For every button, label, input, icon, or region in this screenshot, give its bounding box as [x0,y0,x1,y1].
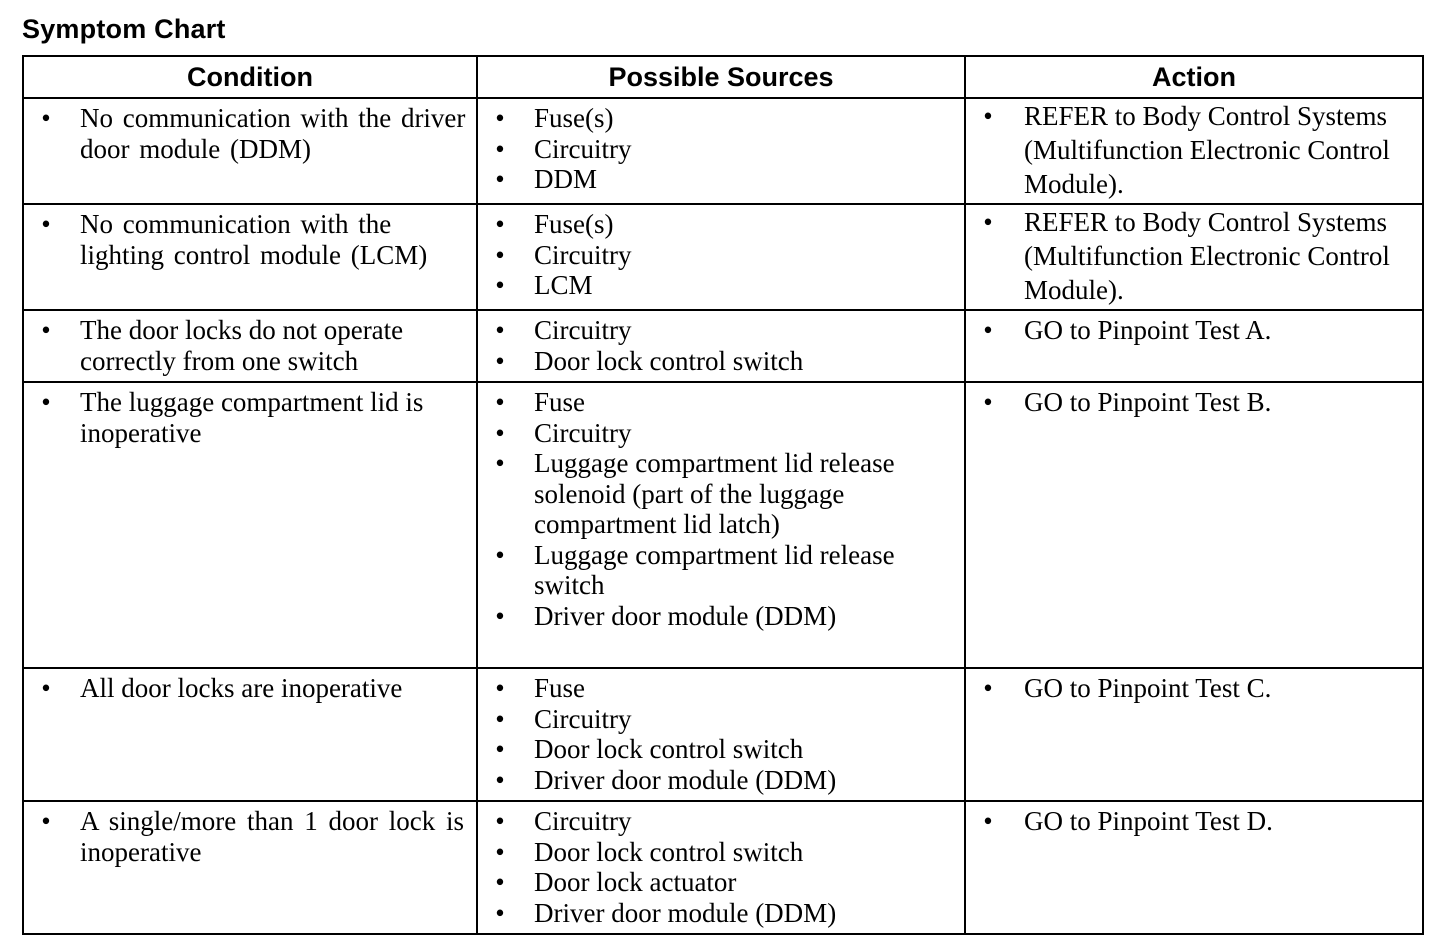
bullet-icon: • [495,315,505,345]
sources-cell [477,801,965,934]
bullet-icon: • [495,417,505,448]
list-item [490,209,958,240]
source-text: Driver door module (DDM) [534,600,837,631]
list-item [490,387,958,418]
source-text: LCM [534,270,593,300]
source-text: Circuitry [534,315,632,345]
list-item [978,205,1416,307]
list-item [490,164,958,195]
bullet-icon: • [983,207,993,237]
bullet-icon: • [495,209,505,239]
bullet-icon: • [495,703,505,734]
list-item [490,540,958,601]
bullet-icon: • [495,836,505,867]
header-possible-sources: Possible Sources [477,56,965,98]
list-item [978,673,1416,704]
condition-cell [23,98,477,204]
bullet-icon: • [495,164,505,194]
action-text: GO to Pinpoint Test D. [1024,806,1273,836]
action-cell [965,668,1423,801]
bullet-icon: • [983,673,993,703]
source-text: Fuse [534,673,586,703]
list-item [490,134,958,165]
list-item [36,315,470,376]
source-text: Fuse [534,387,586,417]
bullet-icon: • [495,600,505,631]
bullet-icon: • [495,764,505,795]
list-item [490,837,958,868]
condition-text: All door locks are inoperative [80,673,403,703]
list-item [490,240,958,271]
list-item [490,448,958,540]
action-text: REFER to Body Control Systems (Multifunction Electronic Control Module). [1024,101,1390,199]
list-item [490,601,958,632]
condition-text: The luggage compartment lid is inoperative [80,387,424,448]
symptom-chart-table [22,55,1424,935]
list-item [490,765,958,796]
action-text: GO to Pinpoint Test B. [1024,387,1272,417]
sources-cell [477,310,965,382]
bullet-icon: • [495,133,505,164]
source-text: Circuitry [534,703,632,734]
bullet-icon: • [495,539,505,570]
bullet-icon: • [983,315,993,345]
list-item [978,387,1416,418]
bullet-icon: • [41,209,51,239]
bullet-icon: • [495,897,505,928]
chart-title: Symptom Chart [22,14,226,44]
bullet-icon: • [41,806,51,836]
source-text: Door lock actuator [534,867,737,897]
list-item [490,704,958,735]
action-text: GO to Pinpoint Test C. [1024,673,1272,703]
condition-cell [23,382,477,668]
action-cell [965,801,1423,934]
bullet-icon: • [983,806,993,836]
source-text: Circuitry [534,417,632,448]
list-item [490,806,958,837]
bullet-icon: • [495,448,505,478]
action-cell [965,98,1423,204]
list-item [36,387,470,448]
source-text: Circuitry [534,239,632,270]
table-row [23,668,1423,801]
bullet-icon: • [495,103,505,133]
list-item [490,898,958,929]
source-text: Fuse(s) [534,103,614,133]
bullet-icon: • [495,867,505,897]
action-cell [965,310,1423,382]
list-item [36,806,470,867]
list-item [490,867,958,898]
sources-cell [477,382,965,668]
table-row [23,801,1423,934]
list-item [978,806,1416,837]
condition-text: No communication with the lighting control module (LCM) [80,209,428,270]
list-item [490,270,958,301]
source-text: DDM [534,164,598,194]
bullet-icon: • [495,806,505,836]
condition-text: A single/more than 1 door lock is inoperative [80,806,464,867]
source-text: Door lock control switch [534,836,804,867]
bullet-icon: • [495,673,505,703]
source-text: Driver door module (DDM) [534,897,837,928]
header-condition: Condition [23,56,477,98]
list-item [36,673,470,704]
action-cell [965,382,1423,668]
table-row [23,310,1423,382]
list-item [978,99,1416,201]
header-action: Action [965,56,1423,98]
condition-text: The door locks do not operate correctly from one switch [80,315,404,376]
list-item [490,315,958,346]
condition-cell [23,310,477,382]
bullet-icon: • [41,103,51,133]
list-item [490,418,958,449]
table-row [23,98,1423,204]
bullet-icon: • [495,345,505,376]
list-item [490,103,958,134]
condition-cell [23,204,477,310]
sources-cell [477,668,965,801]
list-item [490,346,958,377]
list-item [36,103,470,164]
condition-text: No communication with the driver door module (DDM) [80,103,466,164]
bullet-icon: • [983,387,993,417]
source-text: Circuitry [534,806,632,836]
source-text: Circuitry [534,133,632,164]
action-cell [965,204,1423,310]
source-text: Luggage compartment lid release switch [534,539,895,600]
list-item [490,673,958,704]
source-text: Fuse(s) [534,209,614,239]
sources-cell [477,204,965,310]
source-text: Door lock control switch [534,345,804,376]
source-text: Door lock control switch [534,734,804,764]
bullet-icon: • [41,315,51,345]
list-item [978,315,1416,346]
condition-cell [23,801,477,934]
table-row [23,204,1423,310]
action-text: REFER to Body Control Systems (Multifunction Electronic Control Module). [1024,207,1390,305]
table-row [23,382,1423,668]
bullet-icon: • [495,734,505,764]
bullet-icon: • [495,239,505,270]
sources-cell [477,98,965,204]
bullet-icon: • [983,101,993,131]
condition-cell [23,668,477,801]
source-text: Luggage compartment lid release solenoid (part of the luggage compartment lid latch) [534,448,895,539]
bullet-icon: • [495,270,505,300]
list-item [490,734,958,765]
bullet-icon: • [495,387,505,417]
header-row [23,56,1423,98]
source-text: Driver door module (DDM) [534,764,837,795]
bullet-icon: • [41,387,51,417]
list-item [36,209,470,270]
bullet-icon: • [41,673,51,703]
action-text: GO to Pinpoint Test A. [1024,315,1272,345]
